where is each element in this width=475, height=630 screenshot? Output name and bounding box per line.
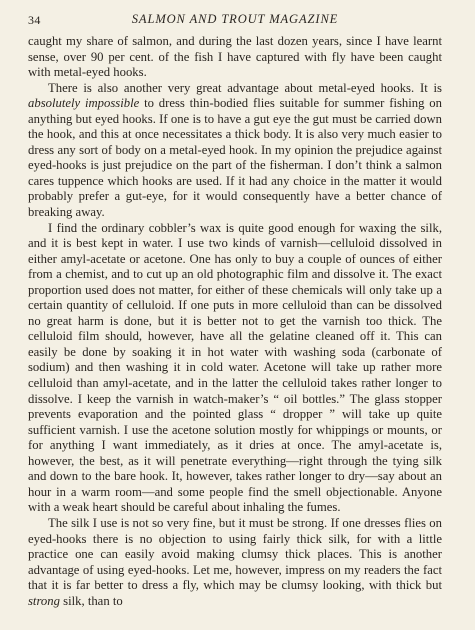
paragraph-p4 xyxy=(28,516,442,609)
paragraph-p1 xyxy=(28,34,442,81)
emphasized-text: strong xyxy=(28,593,60,608)
text-segment: silk, than to xyxy=(59,593,123,608)
text-segment: The silk I use is not so very fine, but it must be strong. If one dresses flies on eyed-hooks there is no objection to using fairly thick silk, for with a little practice one can easily avoid making clumsy thick places. This is another advantage of using eyed-hooks. Let me, however, impress on my readers the fact that it is far better to dress a fly, which may be clumsy looking, with thick but xyxy=(28,515,442,593)
page-header xyxy=(28,10,442,30)
text-segment: caught my share of salmon, and during the last dozen years, since I have learnt sense, over 90 per cent. of the fish I have captured with fly have been caught with metal-eyed hooks. xyxy=(28,34,442,80)
paragraph-p2 xyxy=(28,81,442,221)
text-segment: There is also another very great advantage about metal-eyed hooks. It is xyxy=(48,80,442,95)
text-segment: I find the ordinary cobbler’s wax is quite good enough for waxing the silk, and it is best kept in water. I use two kinds of varnish—celluloid dissolved in either amyl-acetate or acetone. One has only to buy a couple of ounces of either from a chemist, and to cut up an old photographic film and dissolve it. The exact proportion used does not matter, for either of these chemicals will only take up a certain quantity of celluloid. If one puts in more celluloid than can be dissolved no great harm is done, but it is better not to get the varnish too thick. The celluloid film should, however, have all the gelatine cleaned off it. This can easily be done by soaking it in hot water with washing soda (carbonate of sodium) and then washing it in cold water. Acetone will take up rather more celluloid than amyl-acetate, and in the latter the celluloid takes rather longer to dissolve. I keep the varnish in watch-maker’s “ oil bottles.” The glass stopper prevents evaporation and the pointed glass “ dropper ” will take up quite sufficient varnish. I use the acetone solution mostly for whippings or mounts, or for anything I want immediately, as it dries at once. The amyl-acetate is, however, the best, as it will penetrate everything—right through the tying silk and down to the bare hook. It, however, takes rather longer to dry—say about an hour in a warm room—and some people find the smell objectionable. Anyone with a weak heart should be careful about inhaling the fumes. xyxy=(28,220,442,515)
page-number: 34 xyxy=(28,13,41,27)
running-title: SALMON AND TROUT MAGAZINE xyxy=(131,12,339,26)
text-segment: to dress thin-bodied flies suitable for summer fishing on anything but eyed hooks. If one is to have a gut eye the gut must be carried down the hook, and this at once necessitates a thick body. It is also very much easier to dress any sort of body on a metal-eyed hook. In my opinion the prejudice against eyed-hooks is just prejudice on the part of the fisherman. I don’t think a salmon cares tuppence which hooks are used. If it had any choice in the matter it would probably prefer a gut-eye, for it would consequently have a better chance of breaking away. xyxy=(28,96,442,220)
paragraph-p3 xyxy=(28,221,442,516)
article-body xyxy=(28,34,442,609)
emphasized-text: absolutely impossible xyxy=(28,96,140,111)
